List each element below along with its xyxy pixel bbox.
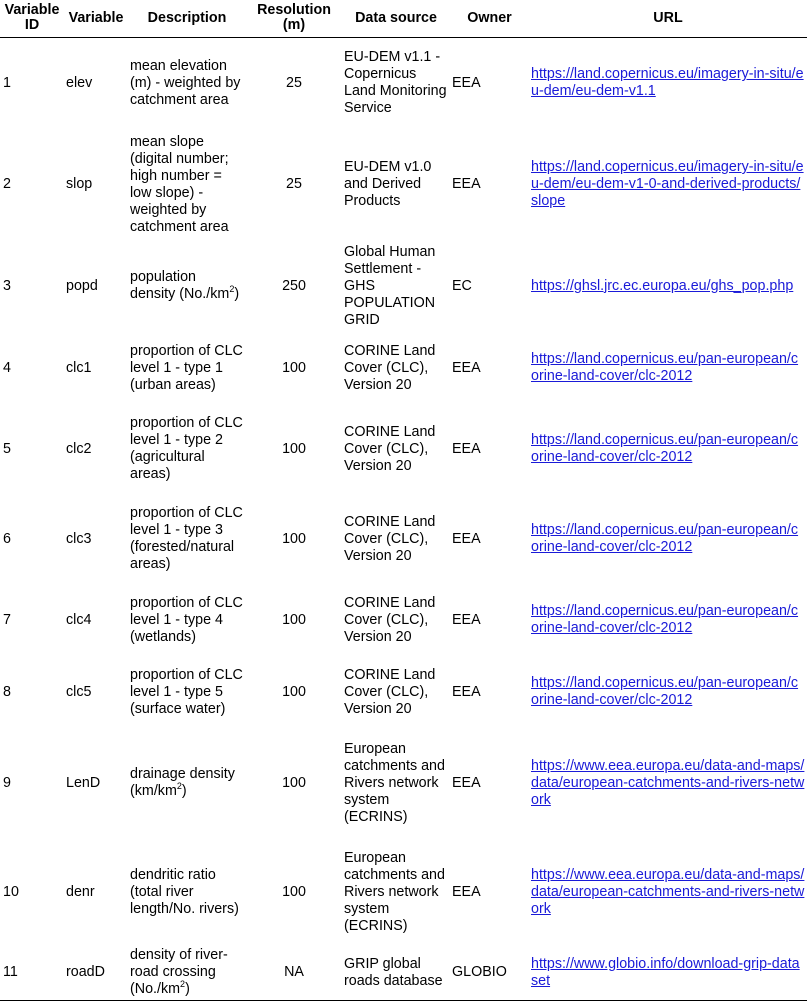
cell-url: [529, 946, 807, 1000]
cell-variable: LenD: [66, 774, 101, 791]
table-row: [0, 129, 807, 240]
cell-data-source: CORINE Land Cover (CLC), Version 20: [344, 342, 436, 393]
header-description: Description: [128, 0, 246, 37]
url-link[interactable]: https://land.copernicus.eu/pan-european/corine-land-cover/clc-2012: [531, 675, 799, 708]
table-row: [0, 656, 807, 728]
cell-variable-id: 1: [3, 74, 11, 91]
cell-owner: EEA: [452, 530, 481, 547]
cell-variable: roadD: [64, 946, 128, 1000]
cell-resolution: 100: [282, 611, 306, 628]
cell-data-source: GRIP global roads database: [342, 946, 450, 1000]
cell-variable: clc3: [66, 530, 92, 547]
table-row: [0, 584, 807, 656]
cell-resolution: 100: [282, 440, 306, 457]
superscript: 2: [229, 284, 235, 294]
cell-variable: popd: [66, 277, 98, 294]
header-data-source: Data source: [342, 0, 450, 37]
url-link[interactable]: https://land.copernicus.eu/pan-european/corine-land-cover/clc-2012: [531, 522, 799, 555]
description-text: population density (No./km: [130, 269, 230, 302]
url-link[interactable]: https://land.copernicus.eu/pan-european/corine-land-cover/clc-2012: [531, 432, 799, 465]
header-resolution: Resolution (m): [246, 0, 342, 37]
cell-description: [128, 728, 246, 838]
header-url: URL: [529, 0, 807, 37]
table-row: [0, 404, 807, 494]
cell-owner: EEA: [452, 774, 481, 791]
description-text-end: ): [181, 783, 187, 799]
url-link[interactable]: https://land.copernicus.eu/imagery-in-situ/eu-dem/eu-dem-v1.1: [531, 66, 804, 100]
header-owner: Owner: [450, 0, 529, 37]
cell-owner: EEA: [452, 74, 481, 91]
cell-resolution: 100: [282, 883, 306, 900]
cell-owner: EEA: [452, 883, 481, 900]
cell-resolution: 25: [286, 176, 302, 192]
cell-resolution: 250: [282, 277, 306, 294]
cell-description: dendritic ratio (total river length/No. rivers): [130, 866, 239, 917]
cell-owner: EC: [452, 277, 472, 294]
table-row: [0, 838, 807, 946]
cell-variable-id: 11: [0, 946, 64, 1000]
cell-variable: clc5: [66, 683, 92, 700]
url-link[interactable]: https://land.copernicus.eu/imagery-in-situ/eu-dem/eu-dem-v1-0-and-derived-products/slope: [531, 159, 804, 209]
cell-data-source: EU-DEM v1.1 -Copernicus Land Monitoring Service: [344, 49, 447, 117]
cell-url: [529, 838, 807, 946]
cell-variable: clc1: [66, 359, 92, 376]
cell-variable-id: 9: [3, 774, 11, 791]
cell-url: [529, 494, 807, 584]
cell-description: proportion of CLC level 1 - type 2 (agricultural areas): [130, 415, 243, 482]
cell-variable: clc2: [66, 440, 92, 457]
cell-resolution: 100: [282, 530, 306, 547]
superscript: 2: [180, 979, 186, 990]
description-text: drainage density (km/km: [130, 766, 235, 799]
header-row: [0, 0, 807, 37]
cell-variable-id: 3: [3, 277, 11, 294]
url-link[interactable]: https://ghsl.jrc.ec.europa.eu/ghs_pop.php: [531, 277, 794, 294]
cell-owner: EEA: [452, 359, 481, 376]
cell-variable: denr: [66, 883, 95, 900]
description-text: density of river-road crossing (No./km: [130, 947, 228, 998]
cell-url: [529, 584, 807, 656]
cell-variable-id: 6: [3, 530, 11, 547]
cell-owner: GLOBIO: [450, 946, 529, 1000]
cell-data-source: CORINE Land Cover (CLC), Version 20: [344, 594, 436, 645]
cell-data-source: European catchments and Rivers network system (ECRINS): [344, 849, 445, 934]
cell-owner: EEA: [452, 440, 481, 457]
cell-url: [529, 129, 807, 240]
cell-variable-id: 8: [3, 683, 11, 700]
table-row: [0, 240, 807, 332]
cell-url: [529, 240, 807, 332]
description-text-end: ): [185, 981, 190, 998]
cell-data-source: CORINE Land Cover (CLC), Version 20: [344, 423, 436, 474]
cell-variable: slop: [66, 176, 93, 192]
cell-variable: elev: [66, 74, 93, 91]
url-link[interactable]: https://land.copernicus.eu/pan-european/corine-land-cover/clc-2012: [531, 603, 799, 636]
header-variable-id: Variable ID: [0, 0, 64, 37]
table-row: [0, 494, 807, 584]
superscript: 2: [176, 781, 182, 791]
cell-description: proportion of CLC level 1 - type 5 (surface water): [130, 666, 243, 717]
cell-data-source: Global Human Settlement - GHS POPULATION GRID: [344, 243, 436, 328]
cell-url: [529, 332, 807, 404]
cell-description: proportion of CLC level 1 - type 4 (wetlands): [130, 594, 243, 645]
cell-resolution: 100: [282, 359, 306, 376]
cell-data-source: EU-DEM v1.0 and Derived Products: [344, 159, 432, 209]
cell-description: proportion of CLC level 1 - type 1 (urban areas): [130, 342, 243, 393]
cell-variable-id: 2: [3, 176, 11, 192]
cell-owner: EEA: [452, 683, 481, 700]
cell-description: [128, 946, 246, 1000]
table-row: [0, 37, 807, 129]
cell-resolution: 25: [286, 74, 302, 91]
url-link[interactable]: https://land.copernicus.eu/pan-european/corine-land-cover/clc-2012: [531, 351, 799, 384]
cell-description: proportion of CLC level 1 - type 3 (forested/natural areas): [130, 505, 243, 572]
url-link[interactable]: https://www.globio.info/download-grip-dataset: [531, 955, 800, 989]
url-link[interactable]: https://www.eea.europa.eu/data-and-maps/data/european-catchments-and-rivers-network: [531, 757, 805, 808]
table-row: [0, 728, 807, 838]
cell-description: mean elevation (m) - weighted by catchment area: [130, 57, 241, 108]
cell-url: [529, 404, 807, 494]
cell-owner: EEA: [452, 611, 481, 628]
cell-variable-id: 7: [3, 611, 11, 628]
header-variable: Variable: [64, 0, 128, 37]
cell-variable-id: 4: [3, 359, 11, 376]
table-row: [0, 332, 807, 404]
cell-data-source: CORINE Land Cover (CLC), Version 20: [344, 513, 436, 564]
cell-variable: clc4: [66, 611, 92, 628]
table-row: [0, 946, 807, 1000]
description-text-end: ): [234, 286, 240, 302]
cell-variable-id: 10: [3, 883, 19, 900]
cell-description: mean slope (digital number; high number = low slope) - weighted by catchment area: [130, 133, 229, 235]
cell-owner: EEA: [452, 176, 481, 192]
cell-data-source: CORINE Land Cover (CLC), Version 20: [344, 666, 436, 717]
cell-url: [529, 656, 807, 728]
cell-resolution: 100: [282, 683, 306, 700]
cell-resolution: 100: [282, 774, 306, 791]
url-link[interactable]: https://www.eea.europa.eu/data-and-maps/data/european-catchments-and-rivers-network: [531, 866, 805, 917]
cell-resolution: NA: [246, 946, 342, 1000]
cell-url: [529, 37, 807, 129]
cell-data-source: European catchments and Rivers network system (ECRINS): [344, 740, 445, 825]
cell-variable-id: 5: [3, 440, 11, 457]
cell-description: [128, 240, 246, 332]
cell-url: [529, 728, 807, 838]
